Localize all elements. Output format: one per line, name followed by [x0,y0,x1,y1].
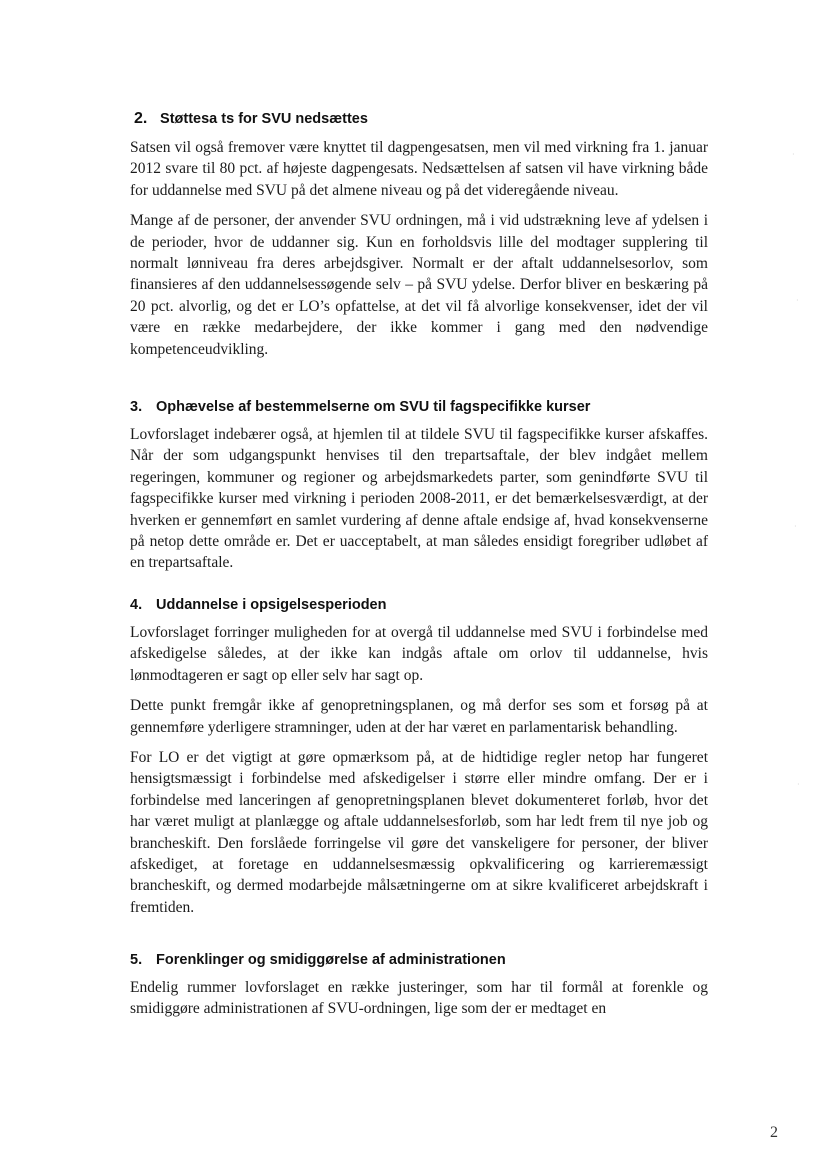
section-3 [130,399,708,583]
page-number: 2 [770,1124,778,1141]
section-heading [130,597,708,613]
paragraph: Lovforslaget forringer muligheden for at overgå til uddannelse med SVU i forbindelse med afskedigelse således, at der ikke kan indgås aftale om orlov til uddannelse, hvis lønmodtageren er sagt op eller selv har sagt op. [130,624,708,684]
section-heading [130,952,708,968]
paragraph: Satsen vil også fremover være knyttet til dagpengesatsen, men vil med virkning fra 1. januar 2012 svare til 80 pct. af højeste dagpengesats. Nedsættelsen af satsen vil have virkning både for uddannelse med SVU på det almene niveau og på det videregående niveau. [130,139,708,199]
section-number: 4. [130,597,143,613]
paragraph: Lovforslaget indebærer også, at hjemlen til at tildele SVU til fagspecifikke kurser afskaffes. Når der som udgangspunkt henvises til den trepartsaftale, der blev indgået mellem regeringen, kommuner og regioner og arbejdsmarkedets parter, som genindførte SVU til fagspecifikke kurser med virkning i perioden 2008-2011, er det bemærkelsesværdigt, at der hverken er gennemført en samlet vurdering af denne aftale endsige af, hvad konsekvenserne på netop dette område er. Det er uacceptabelt, at man således ensidigt foregriber udløbet af en trepartsaftale. [130,426,708,572]
section-4 [130,597,708,927]
paragraph: Mange af de personer, der anvender SVU ordningen, må i vid udstrækning leve af ydelsen i de perioder, hvor de uddanner sig. Kun en forholdsvis lille del modtager supplering til normalt lønniveau fra deres arbejdsgiver. Normalt er der aftalt uddannelsesorlov, som finansieres af den uddannelsessøgende selv – på SVU ydelse. Derfor bliver en beskæring på 20 pct. alvorlig, og det er LO’s opfattelse, at det vil få alvorlige konsekvenser, idet der vil være en række medarbejdere, der ikke kommer i gang med den nødvendige kompetenceudvikling. [130,212,708,358]
paragraph: For LO er det vigtigt at gøre opmærksom på, at de hidtidige regler netop har fungeret hensigtsmæssigt i forbindelse med afskedigelser i større eller mindre omfang. Der er i forbindelse med lanceringen af genopretningsplanen blevet dokumenteret forløb, hvor det har været muligt at planlægge og aftale uddannelsesforløb, som har ledt frem til nye job og brancheskift. Den forslåede forringelse vil gøre det vanskeligere for personer, der bliver afskediget, at foretage en uddannelsesmæssig opkvalificering og karrieremæssigt brancheskift, og dermed modarbejde målsætningerne om at sikre kvalificeret arbejdskraft i fremtiden. [130,749,708,916]
section-5 [130,952,708,1029]
section-number: 2. [134,110,148,127]
section-heading [130,110,708,128]
section-heading [130,399,708,415]
section-2 [130,110,708,369]
paragraph: Dette punkt fremgår ikke af genopretningsplanen, og må derfor ses som et forsøg på at gennemføre yderligere stramninger, uden at der har været en parlamentarisk behandling. [130,697,708,736]
section-title: Ophævelse af bestemmelserne om SVU til fagspecifikke kurser [156,399,591,415]
scan-speck: · [796,296,799,305]
section-title: Støttesa ts for SVU nedsættes [160,111,368,127]
section-number: 5. [130,952,143,968]
section-title: Forenklinger og smidiggørelse af administrationen [156,952,506,968]
scan-speck: · [792,150,795,159]
scan-speck: · [794,522,797,531]
section-title: Uddannelse i opsigelsesperioden [156,597,387,613]
section-number: 3. [130,399,143,415]
scan-speck: · [797,780,800,789]
paragraph: Endelig rummer lovforslaget en række justeringer, som har til formål at forenkle og smidiggøre administrationen af SVU-ordningen, lige som der er medtaget en [130,979,708,1018]
